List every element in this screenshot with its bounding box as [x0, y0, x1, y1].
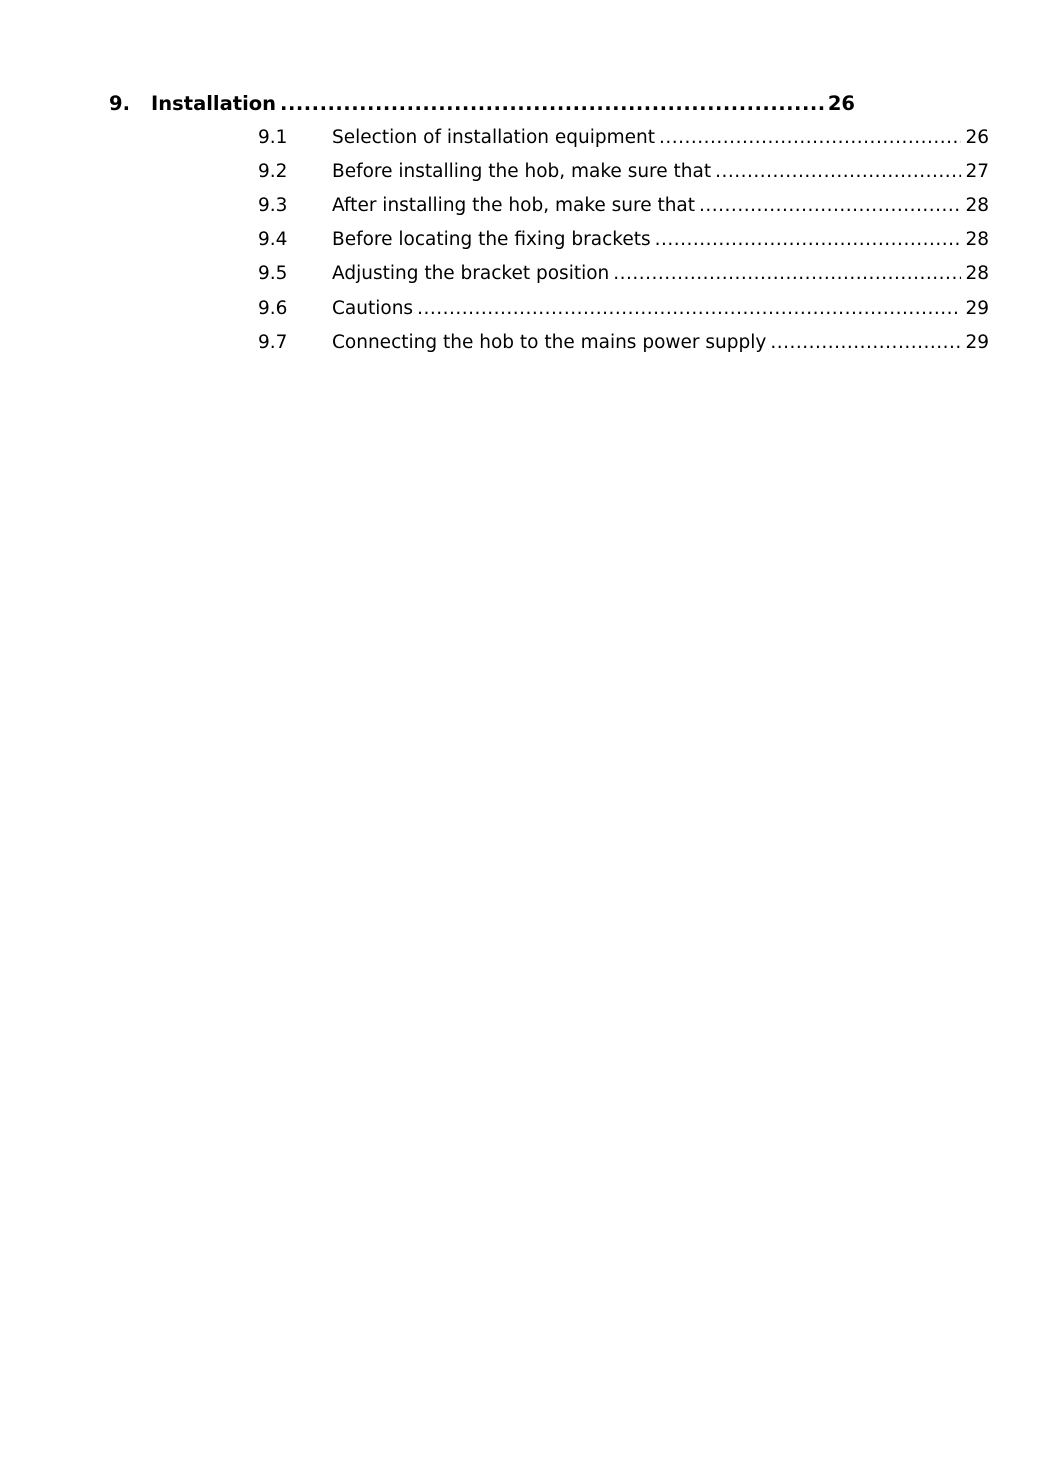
toc-subsection-entry[interactable] [258, 125, 989, 151]
toc-subsection-entry[interactable] [258, 227, 989, 253]
toc-subsection-page: 28 [965, 195, 989, 216]
toc-subsection-number: 9.5 [258, 263, 288, 284]
toc-section-page: 26 [827, 92, 855, 115]
toc-subsection-title: Selection of installation equipment [332, 127, 655, 148]
toc-subsection-title: Connecting the hob to the mains power supply [332, 332, 767, 353]
toc-subsection-number: 9.4 [258, 229, 288, 250]
toc-subsection-entry[interactable] [258, 261, 989, 287]
toc-section-number: 9. [109, 92, 130, 115]
toc-dot-leader [699, 193, 961, 219]
toc-dot-leader [659, 125, 961, 151]
toc-section-title: Installation [151, 92, 277, 115]
toc-subsection-page: 29 [965, 298, 989, 319]
toc-subsection-page: 26 [965, 127, 989, 148]
toc-subsection-entry[interactable] [258, 159, 989, 185]
toc-dot-leader [715, 159, 961, 185]
toc-subsection-number: 9.3 [258, 195, 288, 216]
toc-subsection-entry[interactable] [258, 296, 989, 322]
toc-subsection-title: Cautions [332, 298, 414, 319]
toc-dot-leader [770, 330, 961, 356]
toc-subsection-page: 27 [965, 161, 989, 182]
toc-subsection-number: 9.2 [258, 161, 288, 182]
toc-dot-leader [280, 91, 824, 117]
toc-subsection-title: Before installing the hob, make sure that [332, 161, 712, 182]
toc-subsection-number: 9.7 [258, 332, 288, 353]
toc-dot-leader [417, 296, 961, 322]
toc-dot-leader [613, 261, 961, 287]
toc-subsection-entry[interactable] [258, 330, 989, 356]
toc-subsection-page: 28 [965, 229, 989, 250]
toc-subsection-number: 9.6 [258, 298, 288, 319]
toc-section-entry[interactable] [109, 91, 855, 117]
toc-subsection-number: 9.1 [258, 127, 288, 148]
toc-subsection-title: After installing the hob, make sure that [332, 195, 696, 216]
toc-subsection-page: 29 [965, 332, 989, 353]
toc-subsection-entry[interactable] [258, 193, 989, 219]
toc-subsection-title: Adjusting the bracket position [332, 263, 610, 284]
toc-subsection-title: Before locating the fixing brackets [332, 229, 651, 250]
toc-subsection-page: 28 [965, 263, 989, 284]
toc-dot-leader [655, 227, 962, 253]
